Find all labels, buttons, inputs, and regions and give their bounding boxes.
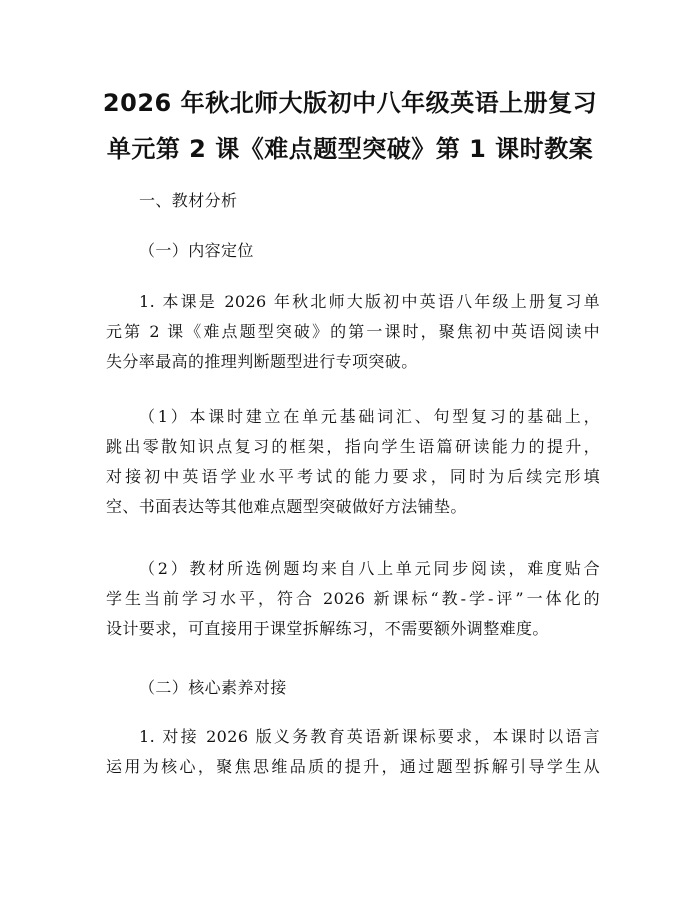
paragraph-line: 跳出零散知识点复习的框架，指向学生语篇研读能力的提升， bbox=[106, 437, 600, 456]
paragraph-line: 学生当前学习水平，符合 2026 新课标“教-学-评”一体化的 bbox=[106, 589, 600, 608]
subsection-heading-content-positioning: （一）内容定位 bbox=[139, 241, 254, 260]
paragraph-content-positioning-1 bbox=[106, 287, 600, 377]
paragraph-line: 1. 对接 2026 版义务教育英语新课标要求，本课时以语言 bbox=[139, 727, 600, 746]
paragraph-line: 空、书面表达等其他难点题型突破做好方法铺垫。 bbox=[106, 497, 467, 516]
document-title-line-1: 2026 年秋北师大版初中八年级英语上册复习 bbox=[102, 89, 598, 117]
paragraph-line: 元第 2 课《难点题型突破》的第一课时，聚焦初中英语阅读中 bbox=[106, 322, 600, 341]
paragraph-line: 设计要求，可直接用于课堂拆解练习，不需要额外调整难度。 bbox=[106, 619, 549, 638]
paragraph-line: （2）教材所选例题均来自八上单元同步阅读，难度贴合 bbox=[139, 559, 600, 578]
paragraph-content-positioning-2 bbox=[106, 402, 600, 522]
paragraph-content-positioning-3 bbox=[106, 554, 600, 644]
paragraph-line: 失分率最高的推理判断题型进行专项突破。 bbox=[106, 352, 418, 371]
subsection-heading-core-literacy: （二）核心素养对接 bbox=[139, 678, 287, 697]
document-title-line-2: 单元第 2 课《难点题型突破》第 1 课时教案 bbox=[106, 135, 594, 163]
paragraph-core-literacy-1 bbox=[106, 722, 600, 782]
paragraph-line: 对接初中英语学业水平考试的能力要求，同时为后续完形填 bbox=[106, 467, 600, 486]
paragraph-line: 1. 本课是 2026 年秋北师大版初中英语八年级上册复习单 bbox=[139, 292, 600, 311]
section-heading: 一、教材分析 bbox=[139, 191, 238, 210]
paragraph-line: （1）本课时建立在单元基础词汇、句型复习的基础上， bbox=[139, 407, 600, 426]
paragraph-line: 运用为核心，聚焦思维品质的提升，通过题型拆解引导学生从 bbox=[106, 757, 600, 776]
